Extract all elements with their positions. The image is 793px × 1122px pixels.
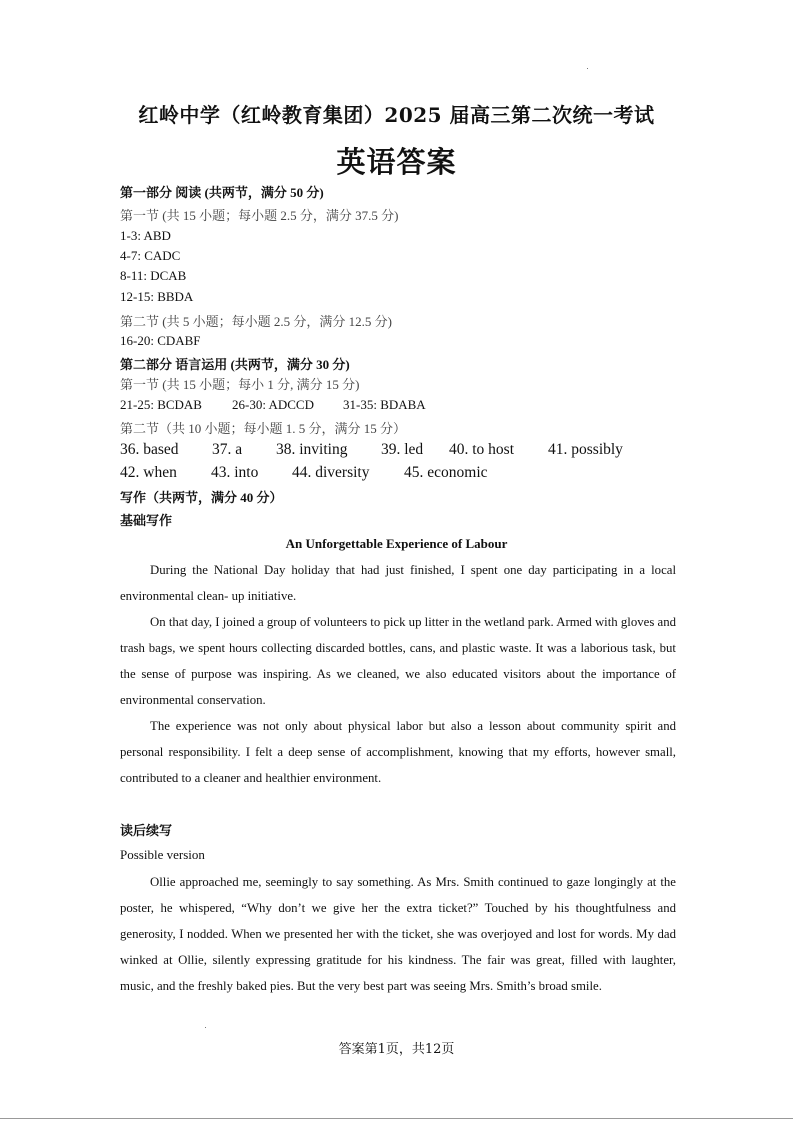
answer-line: 8-11: DCAB: [120, 268, 187, 283]
page-bottom-rule: [0, 1118, 793, 1119]
answer-line: 12-15: BBDA: [120, 289, 194, 304]
part2-section1-heading: 第一节 (共 15 小题；每小 1 分, 满分 15 分): [120, 377, 360, 392]
fill-answer: 38. inviting: [276, 441, 348, 458]
part1-section1-heading: 第一节 (共 15 小题；每小题 2.5 分，满分 37.5 分): [120, 208, 399, 223]
part2-heading: 第二部分 语言运用 (共两节，满分 30 分): [120, 357, 350, 372]
continuation-writing-heading: 读后续写: [120, 823, 173, 838]
part2-section2-heading: 第二节（共 10 小题；每小题 1. 5 分，满分 15 分）: [120, 421, 407, 436]
answer-line: 31-35: BDABA: [343, 397, 426, 412]
fill-answer: 36. based: [120, 441, 179, 458]
answer-line: 26-30: ADCCD: [232, 397, 314, 412]
essay-paragraph: During the National Day holiday that had just finished, I spent one day participating in a local environmental clean- up initiative.: [120, 563, 676, 603]
writing-heading: 写作（共两节，满分 40 分）: [120, 490, 283, 505]
fill-answer: 37. a: [212, 441, 243, 458]
essay-title: An Unforgettable Experience of Labour: [285, 536, 508, 551]
exam-title: 红岭中学（红岭教育集团）2025 届高三第二次统一考试: [138, 103, 655, 127]
continuation-paragraph: Ollie approached me, seemingly to say something. As Mrs. Smith continued to gaze longingly at the poster, he whispered, “Why don’t we give her the extra ticket?” Touched by his thoughtfulness and generosity, I nodded. When we presented her with the ticket, she was overjoyed and lost for words. My dad winked at Ollie, silently expressing gratitude for his kindness. The fair was great, filled with laughter, music, and the freshly baked pies. But the very best part was seeing Mrs. Smith’s broad smile.: [120, 875, 676, 993]
page-number: 答案第1页，共12页: [338, 1042, 455, 1057]
scan-speck: [587, 68, 588, 69]
fill-answer: 40. to host: [449, 441, 515, 458]
answer-key-title: 英语答案: [336, 145, 457, 179]
fill-answer: 39. led: [381, 441, 424, 458]
answer-line: 1-3: ABD: [120, 228, 171, 243]
basic-writing-heading: 基础写作: [120, 513, 173, 528]
fill-answer: 43. into: [211, 464, 259, 481]
part1-heading: 第一部分 阅读 (共两节，满分 50 分): [120, 185, 324, 200]
answer-line: 16-20: CDABF: [120, 333, 201, 348]
fill-answer: 42. when: [120, 464, 177, 481]
fill-answer: 44. diversity: [292, 464, 370, 481]
fill-answer: 45. economic: [404, 464, 488, 481]
essay-paragraph: The experience was not only about physical labor but also a lesson about community spirit and personal responsibility. I felt a deep sense of accomplishment, knowing that my efforts, however small, contributed to a cleaner and healthier environment.: [120, 719, 676, 785]
possible-version-label: Possible version: [120, 847, 205, 862]
fill-answer: 41. possibly: [548, 441, 623, 458]
essay-paragraph: On that day, I joined a group of volunteers to pick up litter in the wetland park. Armed with gloves and trash bags, we spent hours collecting discarded bottles, cans, and plastic waste. It was a laborious task, but the sense of purpose was inspiring. As we cleaned, we also educated visitors about the importance of environmental conservation.: [120, 615, 676, 707]
answer-line: 21-25: BCDAB: [120, 397, 202, 412]
part1-section2-heading: 第二节 (共 5 小题；每小题 2.5 分，满分 12.5 分): [120, 314, 392, 329]
answer-line: 4-7: CADC: [120, 248, 181, 263]
scan-speck: [205, 1027, 206, 1028]
